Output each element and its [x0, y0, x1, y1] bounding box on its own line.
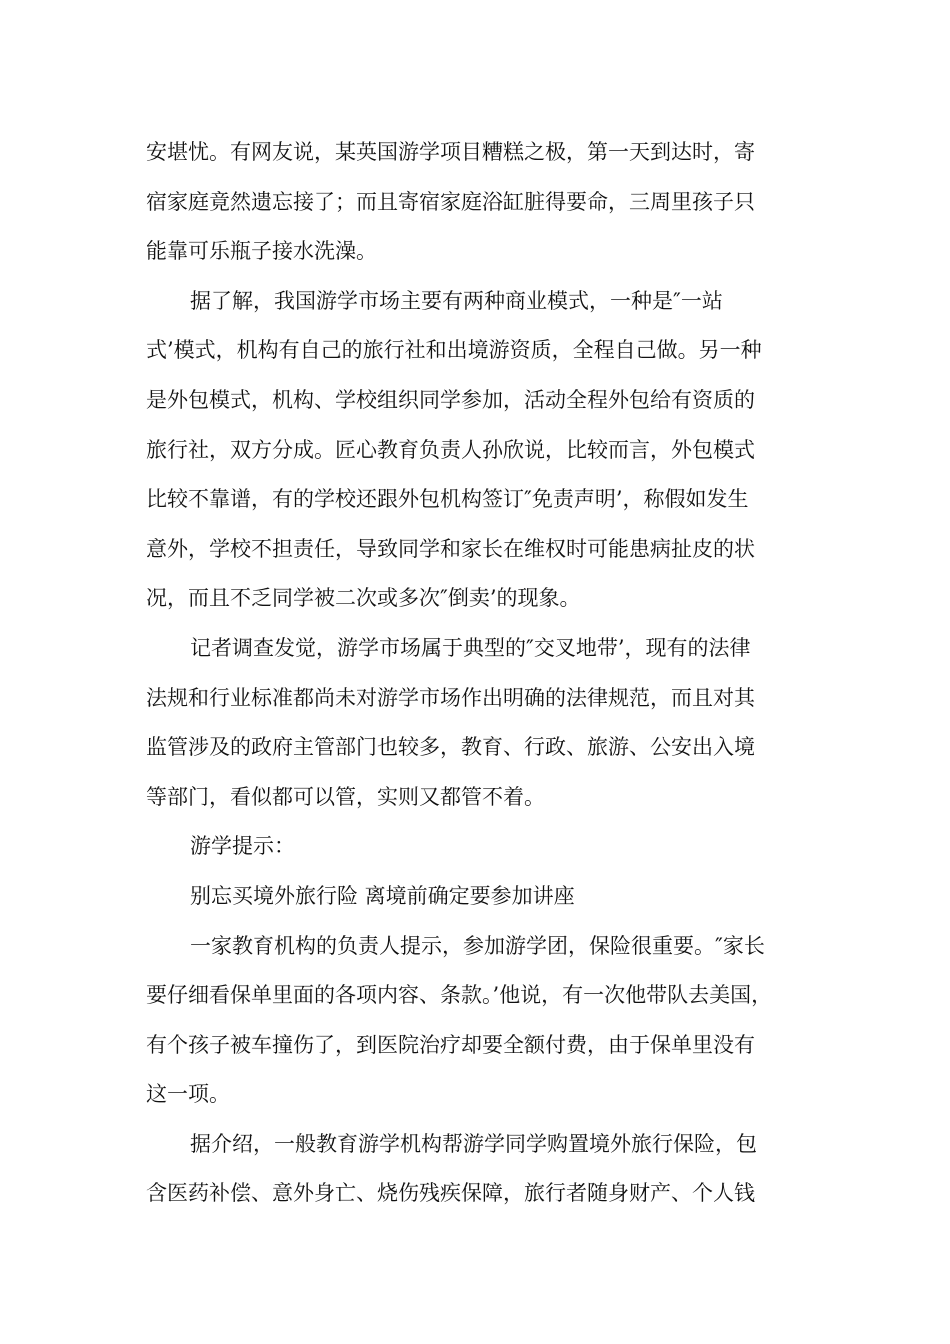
text-line: 意外，学校不担责任，导致同学和家长在维权时可能患病扯皮的状 — [146, 536, 755, 561]
text-line: 比较不靠谱，有的学校还跟外包机构签订″免责声明’，称假如发生 — [146, 487, 749, 512]
text-line: 宿家庭竟然遗忘接了；而且寄宿家庭浴缸脏得要命，三周里孩子只 — [146, 189, 755, 214]
text-line: 等部门，看似都可以管，实则又都管不着。 — [146, 784, 545, 809]
text-line: 监管涉及的政府主管部门也较多，教育、行政、旅游、公安出入境 — [146, 735, 755, 760]
text-line: 能靠可乐瓶子接水洗澡。 — [146, 239, 377, 264]
text-line: 要仔细看保单里面的各项内容、条款。’他说，有一次他带队去美国， — [146, 983, 773, 1008]
text-line: 据了解，我国游学市场主要有两种商业模式，一种是″一站 — [190, 288, 723, 313]
text-line: 这一项。 — [146, 1082, 230, 1107]
text-line: 安堪忧。有网友说，某英国游学项目糟糕之极，第一天到达时，寄 — [146, 140, 755, 164]
text-line: 一家教育机构的负责人提示，参加游学团，保险很重要。″家长 — [190, 933, 765, 958]
text-line: 旅行社，双方分成。匠心教育负责人孙欣说，比较而言，外包模式 — [146, 437, 755, 462]
text-line: 据介绍，一般教育游学机构帮游学同学购置境外旅行保险，包 — [190, 1131, 757, 1156]
document-body — [146, 128, 816, 1219]
text-line: 式’模式，机构有自己的旅行社和出境游资质，全程自己做。另一种 — [146, 338, 762, 363]
text-line: 有个孩子被车撞伤了，到医院治疗却要全额付费，由于保单里没有 — [146, 1032, 755, 1057]
text-line: 况，而且不乏同学被二次或多次″倒卖’的现象。 — [146, 586, 581, 611]
text-line: 法规和行业标准都尚未对游学市场作出明确的法律规范，而且对其 — [146, 685, 755, 710]
section-label: 游学提示： — [190, 834, 295, 859]
text-line: 记者调查发觉，游学市场属于典型的″交叉地带’，现有的法律 — [190, 635, 751, 660]
text-line: 是外包模式，机构、学校组织同学参加，活动全程外包给有资质的 — [146, 387, 755, 412]
section-heading: 别忘买境外旅行险 离境前确定要参加讲座 — [190, 883, 575, 908]
text-line: 含医药补偿、意外身亡、烧伤残疾保障，旅行者随身财产、个人钱 — [146, 1181, 755, 1206]
